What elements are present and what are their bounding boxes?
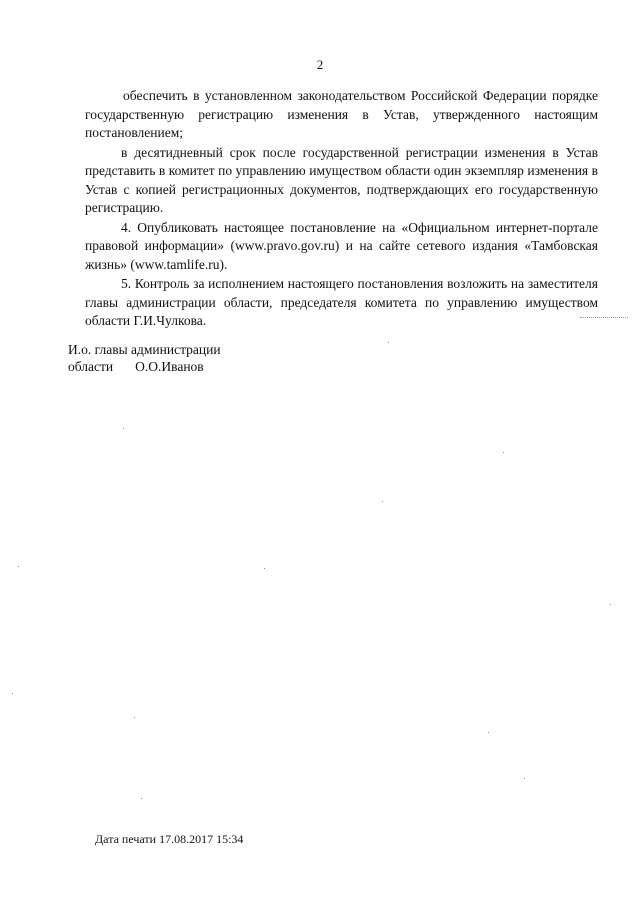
scan-speck <box>12 693 13 694</box>
signatory-name: О.О.Иванов <box>135 359 204 374</box>
page-number: 2 <box>316 57 324 72</box>
signatory-title-line2 <box>68 358 221 375</box>
paragraph: в десятидневный срок после государственной регистрации изменения в Устав представить в комитет по управлению имуществом области один экземпляр изменения в Устав с копией регистрационных документов, подтверждающих его государственную регистрацию. <box>85 144 598 215</box>
scan-speck <box>488 732 489 733</box>
signatory-title-line1: И.о. главы администрации <box>68 342 221 357</box>
paragraph: 5. Контроль за исполнением настоящего постановления возложить на заместителя главы администрации области, председателя комитета по управлению имуществом области Г.И.Чулкова. <box>85 276 598 328</box>
scan-speck <box>141 798 142 799</box>
print-date: Дата печати 17.08.2017 15:34 <box>95 832 244 846</box>
signature-block <box>68 341 221 375</box>
scan-speck <box>18 566 19 567</box>
scan-artifact-line <box>580 317 628 319</box>
scan-speck <box>503 452 504 453</box>
scan-speck <box>610 604 611 605</box>
document-body <box>85 87 598 332</box>
paragraph: обеспечить в установленном законодательством Российской Федерации порядке государственную регистрацию изменения в Устав, утвержденного настоящим постановлением; <box>85 88 598 140</box>
scan-speck <box>524 778 525 779</box>
scan-speck <box>382 501 383 502</box>
scan-speck <box>123 428 124 429</box>
paragraph: 4. Опубликовать настоящее постановление на «Официальном интернет-портале правовой информации» (www.pravo.gov.ru) и на сайте сетевого издания «Тамбовская жизнь» (www.tamlife.ru). <box>85 219 598 272</box>
scan-speck <box>134 717 135 718</box>
scan-speck <box>388 342 389 343</box>
signatory-title-region: области <box>68 359 114 374</box>
scan-speck <box>264 568 265 569</box>
